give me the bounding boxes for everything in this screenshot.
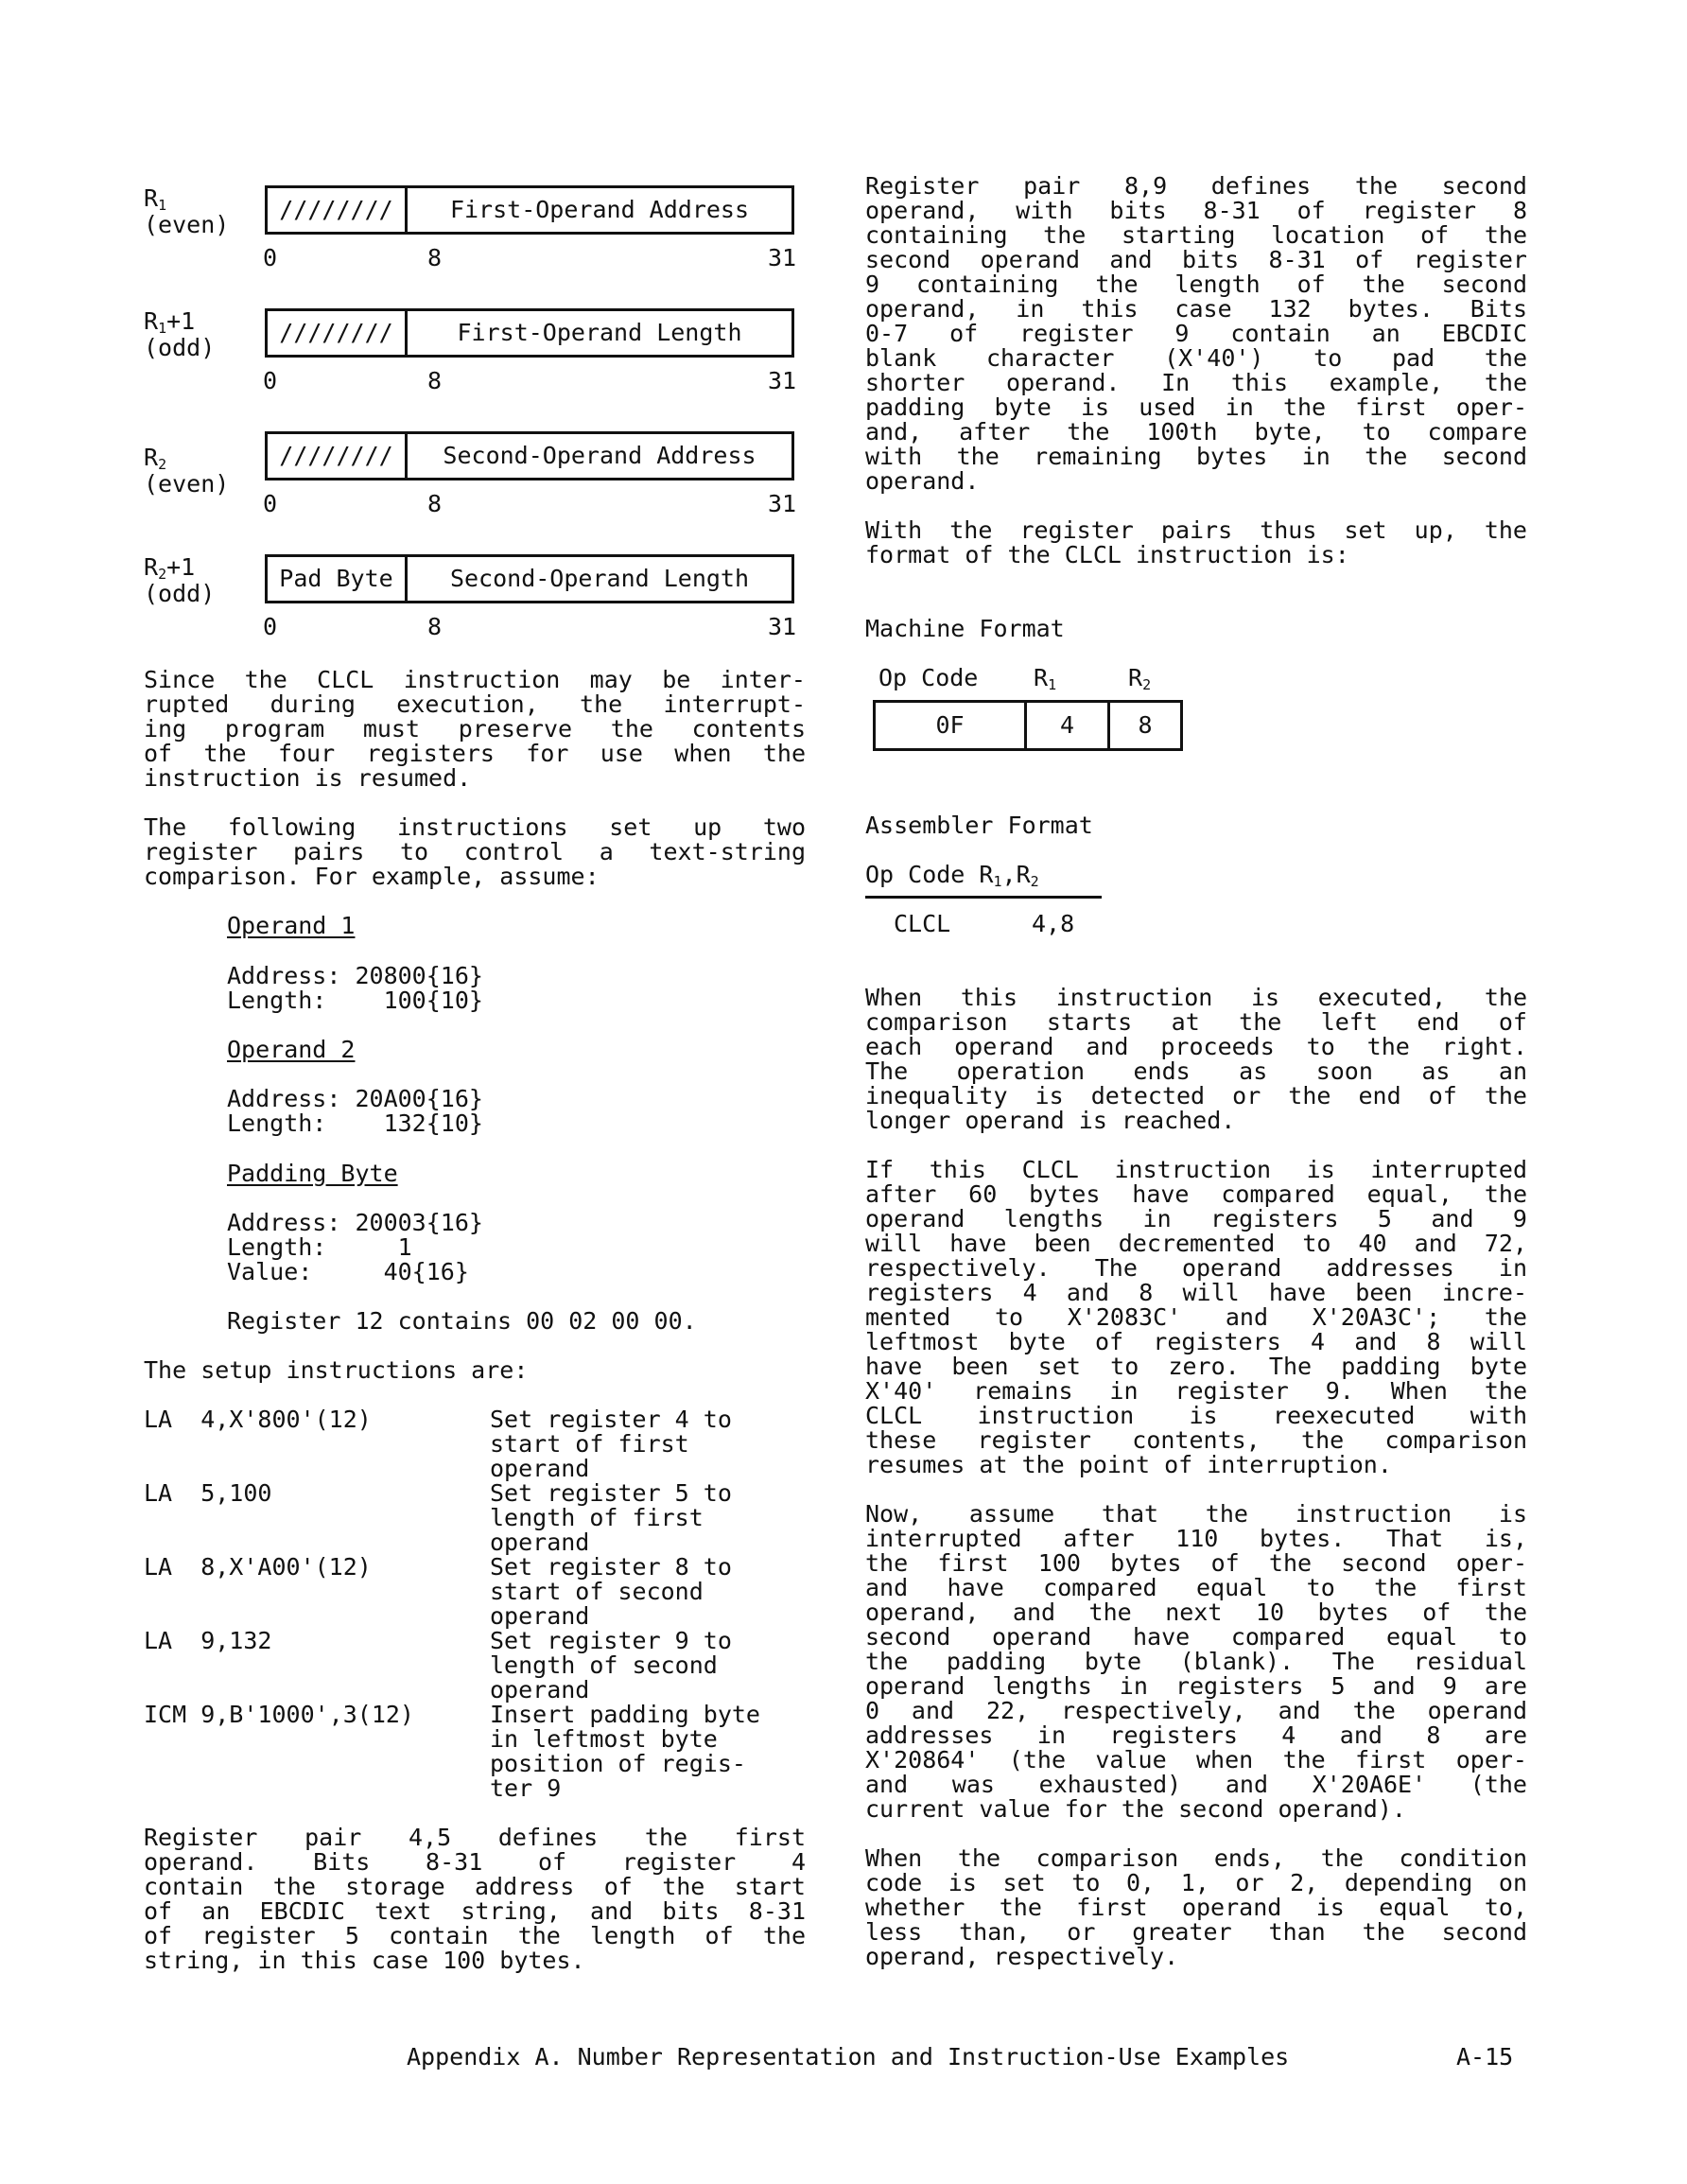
bit-number: 0 [263, 613, 278, 640]
register-r2-diagram [144, 431, 806, 526]
setup-op: LA 9,132 [144, 1627, 272, 1654]
text-line: addresses in registers 4 and 8 are [865, 1721, 1527, 1749]
text-line: current value for the second operand). [865, 1795, 1406, 1823]
register-field-bits-0-7: //////// [268, 434, 408, 478]
text-line: resumes at the point of interruption. [865, 1451, 1392, 1478]
text-line: operand, in this case 132 bytes. Bits [865, 295, 1527, 323]
text-line: second operand have compared equal to [865, 1623, 1527, 1651]
setup-op: LA 8,X'A00'(12) [144, 1553, 372, 1581]
text-line: of an EBCDIC text string, and bits 8-31 [144, 1897, 806, 1925]
register-field-bits-8-31: Second-Operand Length [449, 565, 750, 592]
paragraph-executed [865, 986, 1527, 1133]
text-line: these register contents, the comparison [865, 1426, 1527, 1454]
text-line: of the four registers for use when the [144, 740, 806, 767]
text-line: the padding byte (blank). The residual [865, 1648, 1527, 1675]
text-line: 9 containing the length of the second [865, 271, 1527, 298]
setup-comment: operand [490, 1529, 590, 1556]
text-line: If this CLCL instruction is interrupted [865, 1156, 1527, 1183]
text-line: operand, with bits 8-31 of register 8 [865, 197, 1527, 224]
setup-comment: length of second [490, 1651, 718, 1679]
text-line: contain the storage address of the start [144, 1873, 806, 1900]
assembler-format-heading: Assembler Format [865, 812, 1093, 839]
padding-value: Value: 40{16} [227, 1258, 469, 1285]
bit-number: 0 [263, 367, 278, 394]
register-field-bits-0-7: //////// [268, 188, 408, 232]
text-line: When the comparison ends, the condition [865, 1844, 1527, 1872]
text-line: operand, and the next 10 bytes of the [865, 1599, 1527, 1626]
text-line: after 60 bytes have compared equal, the [865, 1180, 1527, 1208]
setup-intro: The setup instructions are: [144, 1356, 529, 1384]
text-line: and have compared equal to the first [865, 1574, 1527, 1601]
register-label: $R_1$ (even) [144, 184, 230, 238]
setup-comment: start of first [490, 1430, 689, 1458]
operand2-heading: Operand 2 [227, 1036, 356, 1063]
setup-comment: position of regis- [490, 1750, 746, 1777]
machine-r2-cell: 8 [1138, 711, 1153, 739]
text-line: register pairs to control a text-string [144, 838, 806, 865]
text-line: Since the CLCL instruction may be inter- [144, 666, 806, 693]
footer-title: Appendix A. Number Representation and Instruction-Use Examples [407, 2043, 1290, 2070]
text-line: 0 and 22, respectively, and the operand [865, 1697, 1527, 1724]
machine-r1-cell: 4 [1027, 703, 1110, 748]
paragraph-following [144, 815, 806, 889]
bit-number: 31 [768, 244, 797, 271]
text-line: and, after the 100th byte, to compare [865, 418, 1527, 446]
setup-comment: Insert padding byte [490, 1701, 760, 1728]
bit-number: 0 [263, 490, 278, 517]
text-line: interrupted after 110 bytes. That is, [865, 1525, 1527, 1552]
text-line: Register pair 8,9 defines the second [865, 172, 1527, 200]
paragraph-interrupted-60 [865, 1158, 1527, 1477]
text-line: X'40' remains in register 9. When the [865, 1377, 1527, 1405]
text-line: With the register pairs thus set up, the [865, 516, 1527, 544]
machine-header-r1: $R_1$ [1034, 664, 1057, 693]
paragraph-interrupt [144, 668, 806, 791]
setup-op: ICM 9,B'1000',3(12) [144, 1701, 414, 1728]
assembler-opcode: CLCL [894, 910, 951, 937]
footer-page-number: A-15 [1456, 2043, 1514, 2070]
setup-comment: operand [490, 1602, 590, 1630]
register-field-bits-0-7: Pad Byte [268, 557, 408, 601]
text-line: containing the starting location of the [865, 221, 1527, 249]
setup-comment: operand [490, 1455, 590, 1482]
bit-number: 31 [768, 613, 797, 640]
text-line: instruction is resumed. [144, 764, 472, 792]
text-line: inequality is detected or the end of the [865, 1082, 1527, 1109]
text-line: padding byte is used in the first oper- [865, 393, 1527, 421]
text-line: less than, or greater than the second [865, 1918, 1527, 1946]
setup-op: LA 4,X'800'(12) [144, 1406, 372, 1433]
bit-number: 31 [768, 490, 797, 517]
text-line: with the remaining bytes in the second [865, 443, 1527, 470]
setup-comment: Set register 4 to [490, 1406, 732, 1433]
text-line: operand lengths in registers 5 and 9 are [865, 1672, 1527, 1700]
bit-number: 0 [263, 244, 278, 271]
register-r1-diagram [144, 185, 806, 280]
text-line: mented to X'2083C' and X'20A3C'; the [865, 1303, 1527, 1331]
bit-number: 8 [427, 367, 443, 394]
assembler-header-rule [865, 896, 1102, 899]
register-label: $R_2$ (even) [144, 444, 230, 498]
text-line: ing program must preserve the contents [144, 715, 806, 743]
register12-note: Register 12 contains 00 02 00 00. [227, 1307, 697, 1335]
register-box [265, 185, 794, 235]
text-line: second operand and bits 8-31 of register [865, 246, 1527, 273]
operand2-address: Address: 20A00{16} [227, 1085, 483, 1112]
text-line: the first 100 bytes of the second oper- [865, 1549, 1527, 1577]
operand1-length: Length: 100{10} [227, 987, 483, 1014]
text-line: format of the CLCL instruction is: [865, 541, 1349, 568]
setup-op: LA 5,100 [144, 1479, 272, 1507]
setup-comment: Set register 8 to [490, 1553, 732, 1581]
operand2-length: Length: 132{10} [227, 1109, 483, 1137]
setup-comment: start of second [490, 1578, 704, 1605]
machine-format-heading: Machine Format [865, 615, 1065, 642]
bit-number: 31 [768, 367, 797, 394]
text-line: CLCL instruction is reexecuted with [865, 1402, 1527, 1429]
register-box [265, 308, 794, 358]
text-line: registers 4 and 8 will have been incre- [865, 1279, 1527, 1306]
setup-comment: operand [490, 1676, 590, 1704]
text-line: comparison. For example, assume: [144, 863, 600, 890]
text-line: whether the first operand is equal to, [865, 1894, 1527, 1921]
text-line: each operand and proceeds to the right. [865, 1033, 1527, 1060]
machine-header-op: Op Code [878, 664, 979, 691]
padding-heading: Padding Byte [227, 1160, 398, 1187]
assembler-header: Op Code $R_1,R_2$ [865, 861, 1039, 890]
register-field-bits-8-31: First-Operand Length [457, 319, 742, 346]
text-line: longer operand is reached. [865, 1107, 1236, 1134]
register-field-bits-0-7: //////// [268, 311, 408, 355]
assembler-operands: 4,8 [1032, 910, 1075, 937]
text-line: operand. Bits 8-31 of register 4 [144, 1848, 806, 1876]
setup-comment: in leftmost byte [490, 1725, 718, 1753]
text-line: will have been decremented to 40 and 72, [865, 1230, 1527, 1257]
paragraph-format [865, 518, 1527, 568]
text-line: and was exhausted) and X'20A6E' (the [865, 1771, 1527, 1798]
register-box [265, 431, 794, 480]
text-line: The following instructions set up two [144, 813, 806, 841]
register-r1-plus-1-diagram [144, 308, 806, 403]
machine-header-r2: $R_2$ [1128, 664, 1152, 693]
machine-format-box [873, 700, 1183, 751]
text-line: leftmost byte of registers 4 and 8 will [865, 1328, 1527, 1355]
text-line: Now, assume that the instruction is [865, 1500, 1527, 1528]
register-label: $R_2+1$ (odd) [144, 553, 216, 607]
padding-address: Address: 20003{16} [227, 1209, 483, 1236]
register-field-bits-8-31: Second-Operand Address [443, 442, 757, 469]
setup-comment: Set register 5 to [490, 1479, 732, 1507]
setup-comment: Set register 9 to [490, 1627, 732, 1654]
bit-number: 8 [427, 613, 443, 640]
text-line: respectively. The operand addresses in [865, 1254, 1527, 1282]
paragraph-interrupted-110 [865, 1502, 1527, 1822]
text-line: shorter operand. In this example, the [865, 369, 1527, 396]
paragraph-condition-code [865, 1846, 1527, 1969]
text-line: blank character (X'40') to pad the [865, 344, 1527, 372]
text-line: code is set to 0, 1, or 2, depending on [865, 1869, 1527, 1896]
text-line: 0-7 of register 9 contain an EBCDIC [865, 320, 1527, 347]
operand1-address: Address: 20800{16} [227, 962, 483, 989]
machine-opcode-cell: 0F [876, 703, 1027, 748]
text-line: have been set to zero. The padding byte [865, 1353, 1527, 1380]
text-line: Register pair 4,5 defines the first [144, 1824, 806, 1851]
text-line: When this instruction is executed, the [865, 984, 1527, 1011]
text-line: operand lengths in registers 5 and 9 [865, 1205, 1527, 1232]
setup-comment: ter 9 [490, 1774, 562, 1802]
setup-comment: length of first [490, 1504, 704, 1531]
bit-number: 8 [427, 490, 443, 517]
register-field-bits-8-31: First-Operand Address [449, 196, 750, 223]
operand1-heading: Operand 1 [227, 912, 356, 939]
paragraph-register-pair-4-5 [144, 1826, 806, 1973]
register-box [265, 554, 794, 603]
paragraph-register-pair-8-9 [865, 174, 1527, 494]
bit-number: 8 [427, 244, 443, 271]
text-line: X'20864' (the value when the first oper- [865, 1746, 1527, 1773]
text-line: of register 5 contain the length of the [144, 1922, 806, 1949]
padding-length: Length: 1 [227, 1233, 412, 1261]
register-label: $R_1+1$ (odd) [144, 307, 216, 361]
text-line: string, in this case 100 bytes. [144, 1947, 585, 1974]
text-line: rupted during execution, the interrupt- [144, 690, 806, 718]
text-line: comparison starts at the left end of [865, 1008, 1527, 1036]
text-line: operand, respectively. [865, 1943, 1179, 1970]
text-line: The operation ends as soon as an [865, 1057, 1527, 1085]
register-r2-plus-1-diagram [144, 554, 806, 649]
text-line: operand. [865, 467, 980, 495]
